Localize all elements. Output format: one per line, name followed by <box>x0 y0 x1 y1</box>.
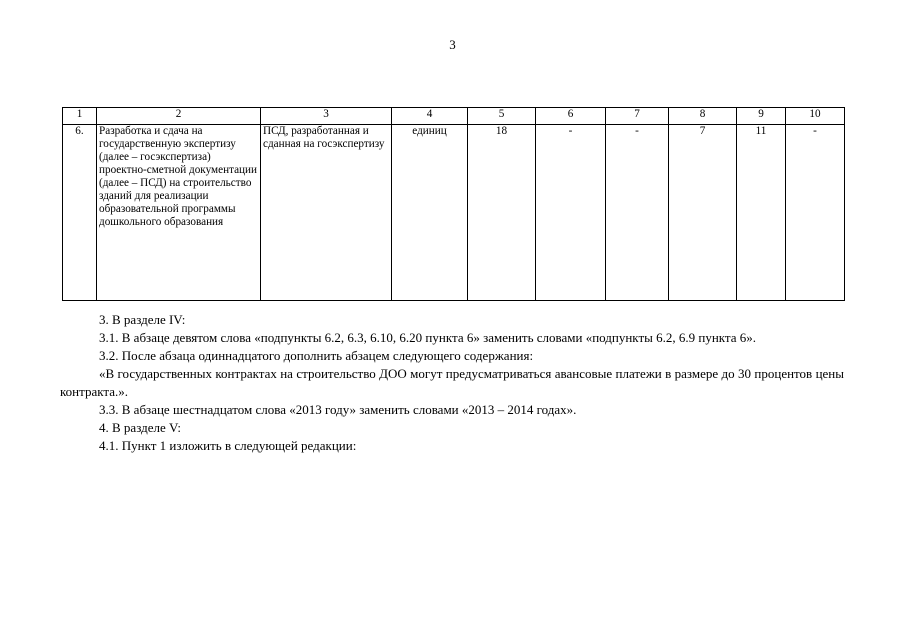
unit-cell: единиц <box>392 125 468 301</box>
value-cell-6: - <box>536 125 606 301</box>
page-number: 3 <box>449 37 456 52</box>
table-header-row <box>63 108 845 125</box>
paragraph: 4.1. Пункт 1 изложить в следующей редакции: <box>99 438 357 453</box>
row-number: 6. <box>63 125 97 301</box>
header-cell: 10 <box>786 108 845 125</box>
header-cell: 6 <box>536 108 606 125</box>
activity-result: ПСД, разработанная и сданная на госэкспертизу <box>261 125 392 301</box>
header-cell: 4 <box>392 108 468 125</box>
value-cell-10: - <box>786 125 845 301</box>
document-body <box>60 311 844 455</box>
header-cell: 8 <box>669 108 737 125</box>
table-row <box>63 125 845 301</box>
paragraph: 3. В разделе IV: <box>99 312 186 327</box>
header-cell: 9 <box>737 108 786 125</box>
indicators-table <box>62 107 845 301</box>
value-cell-8: 7 <box>669 125 737 301</box>
header-cell: 7 <box>606 108 669 125</box>
header-cell: 5 <box>468 108 536 125</box>
value-cell-9: 11 <box>737 125 786 301</box>
header-cell: 1 <box>63 108 97 125</box>
value-cell-5: 18 <box>468 125 536 301</box>
paragraph: «В государственных контрактах на строительство ДОО могут предусматриваться авансовые платежи в размере до 30 процентов цены контракта.». <box>60 366 844 399</box>
paragraph: 3.1. В абзаце девятом слова «подпункты 6.2, 6.3, 6.10, 6.20 пункта 6» заменить словами «подпункты 6.2, 6.9 пункта 6». <box>99 330 757 345</box>
header-cell: 2 <box>97 108 261 125</box>
header-cell: 3 <box>261 108 392 125</box>
activity-name: Разработка и сдача на государственную экспертизу (далее – госэкспертиза) проектно-сметной документации (далее – ПСД) на строительство зданий для реализации образовательной программы дошкольного образования <box>97 125 261 301</box>
paragraph: 3.3. В абзаце шестнадцатом слова «2013 году» заменить словами «2013 – 2014 годах». <box>99 402 577 417</box>
paragraph: 3.2. После абзаца одиннадцатого дополнить абзацем следующего содержания: <box>99 348 534 363</box>
value-cell-7: - <box>606 125 669 301</box>
paragraph: 4. В разделе V: <box>99 420 182 435</box>
